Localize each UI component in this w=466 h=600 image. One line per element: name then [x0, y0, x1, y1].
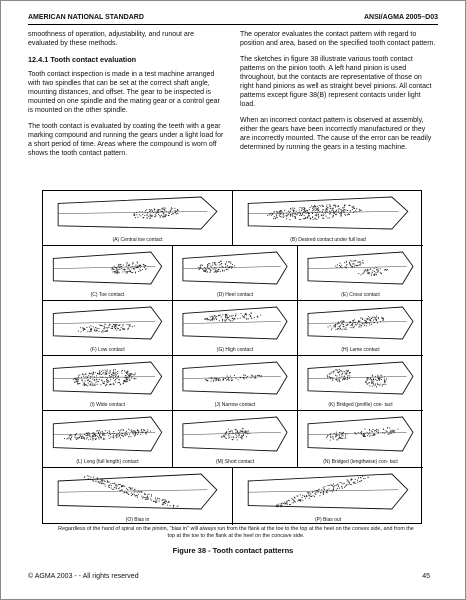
- cell-bias-out: [233, 468, 423, 525]
- cell-bridged-lengthwise-contact: [298, 411, 423, 468]
- contact-patch: [111, 260, 147, 276]
- tooth-profile-line: [183, 432, 281, 434]
- header-rule: [28, 24, 438, 25]
- caption-f: (F) Low contact: [90, 347, 125, 353]
- paragraph-incorrect-contact: When an incorrect contact pattern is observed at assembly, either the gears have been incorrectly manufactured or they are incorrectly mounted. The cause of the error can be readily determined by running the gears in a testing machine.: [240, 117, 432, 151]
- figure-title: Figure 38 - Tooth contact patterns: [172, 546, 294, 555]
- caption-k: (K) Bridged (profile) con- tact: [328, 402, 393, 408]
- caption-j: (J) Narrow contact: [214, 402, 256, 408]
- cell-toe-contact: [43, 246, 173, 301]
- tooth-outline: [308, 252, 413, 284]
- tooth-outline: [308, 362, 413, 394]
- cell-low-contact: [43, 301, 173, 356]
- contact-patch: [133, 206, 179, 221]
- tooth-outline: [53, 252, 161, 284]
- cell-high-contact: [173, 301, 298, 356]
- contact-patch: [77, 322, 135, 335]
- tooth-profile-line: [58, 490, 207, 492]
- caption-i: (I) Wide contact: [89, 402, 125, 408]
- header-standard-label: AMERICAN NATIONAL STANDARD: [28, 14, 144, 21]
- contact-patch: [64, 426, 152, 442]
- caption-e: (E) Cross contact: [341, 292, 380, 298]
- caption-b: (B) Desired contact under full load: [290, 237, 366, 243]
- caption-n: (N) Bridged (lengthwise) con- tact: [323, 459, 398, 465]
- cell-narrow-contact: [173, 356, 298, 411]
- tooth-outline: [183, 307, 287, 339]
- page-header: [28, 14, 438, 24]
- paragraph-intro: smoothness of operation, adjustability, and runout are evaluated by these methods.: [28, 31, 195, 47]
- contact-patch: [365, 374, 388, 389]
- contact-patch: [197, 259, 235, 274]
- left-column: [28, 30, 224, 165]
- tooth-profile-line: [53, 376, 155, 378]
- contact-patch: [335, 258, 365, 270]
- contact-patch: [326, 368, 351, 383]
- caption-p: (P) Bias out: [314, 517, 342, 523]
- tooth-outline: [53, 417, 161, 451]
- cell-long-contact: [43, 411, 173, 468]
- figure-38: [42, 190, 422, 524]
- page-number: 45: [422, 573, 430, 580]
- caption-a: (A) Central toe contact: [112, 237, 163, 243]
- tooth-outline: [248, 474, 408, 509]
- cell-bridged-profile-contact: [298, 356, 423, 411]
- contact-patch: [381, 426, 399, 435]
- tooth-outline: [58, 474, 217, 509]
- cell-desired-contact: [233, 191, 423, 246]
- figure-note: Regardless of the hand of spiral on the pinion, "bias in" will always run from the flank at the toe to the top at the heel on the convex side, and from the top at the toe to the flank at the heel on the concave side.: [58, 526, 414, 539]
- caption-l: (L) Long (full length) contact: [76, 459, 139, 465]
- caption-g: (G) High contact: [216, 347, 254, 353]
- cell-heel-contact: [173, 246, 298, 301]
- caption-h: (H) Lame contact: [341, 347, 380, 353]
- tooth-profile-line: [308, 266, 407, 268]
- tooth-profile-line: [308, 376, 407, 378]
- tooth-profile-line: [183, 321, 281, 323]
- tooth-outline: [183, 252, 287, 284]
- cell-bias-in: [43, 468, 233, 525]
- tooth-outline: [53, 307, 161, 339]
- cell-lame-contact: [298, 301, 423, 356]
- section-heading: 12.4.1 Tooth contact evaluation: [28, 55, 137, 64]
- caption-m: (M) Short contact: [215, 459, 255, 465]
- contact-patch: [204, 311, 262, 323]
- tooth-profile-line: [53, 321, 155, 323]
- cell-central-toe-contact: [43, 191, 233, 246]
- right-column: [240, 30, 436, 159]
- tooth-outline: [308, 307, 413, 339]
- paragraph-test-machine: Tooth contact inspection is made in a test machine arranged with two spindles that can be set at the correct shaft angle, mounting distances, and offset. The gear to be inspected is mounted on one spindle and the mating gear or a control gear is mounted on the other spindle.: [28, 71, 220, 114]
- tooth-outline: [308, 417, 413, 451]
- tooth-profile-line: [58, 211, 207, 213]
- tooth-outline: [248, 197, 408, 229]
- caption-o: (O) Bias in: [125, 517, 150, 523]
- contact-patch: [326, 430, 349, 441]
- cell-short-contact: [173, 411, 298, 468]
- cell-wide-contact: [43, 356, 173, 411]
- contact-patch: [220, 427, 250, 442]
- paragraph-marking-compound: The tooth contact is evaluated by coating the teeth with a gear marking compound and running the gears under a light load for a short period of time. Areas where the compound is worn off shows the tooth contact pattern.: [28, 123, 224, 157]
- tooth-profile-line: [53, 266, 155, 268]
- caption-c: (C) Toe contact: [90, 292, 125, 298]
- header-document-id: ANSI/AGMA 2005–D03: [363, 14, 438, 21]
- footer-copyright: © AGMA 2003 - - All rights reserved: [28, 573, 139, 580]
- tooth-outline: [183, 362, 287, 394]
- tooth-outline: [183, 417, 287, 451]
- paragraph-operator: The operator evaluates the contact pattern with regard to position and area, based on the specified tooth contact pattern.: [240, 31, 436, 47]
- paragraph-sketches: The sketches in figure 38 illustrate various tooth contact patterns on the pinion tooth. A left hand pinion is used throughout, but the contacts are representative of those on right hand pinions as well as straight bevel pinions. All contact patterns except figure 38(B) represent contacts under light load.: [240, 56, 432, 108]
- cell-cross-contact: [298, 246, 423, 301]
- caption-d: (D) Heel contact: [216, 292, 254, 298]
- tooth-outline: [58, 197, 217, 229]
- contact-patch: [354, 427, 379, 438]
